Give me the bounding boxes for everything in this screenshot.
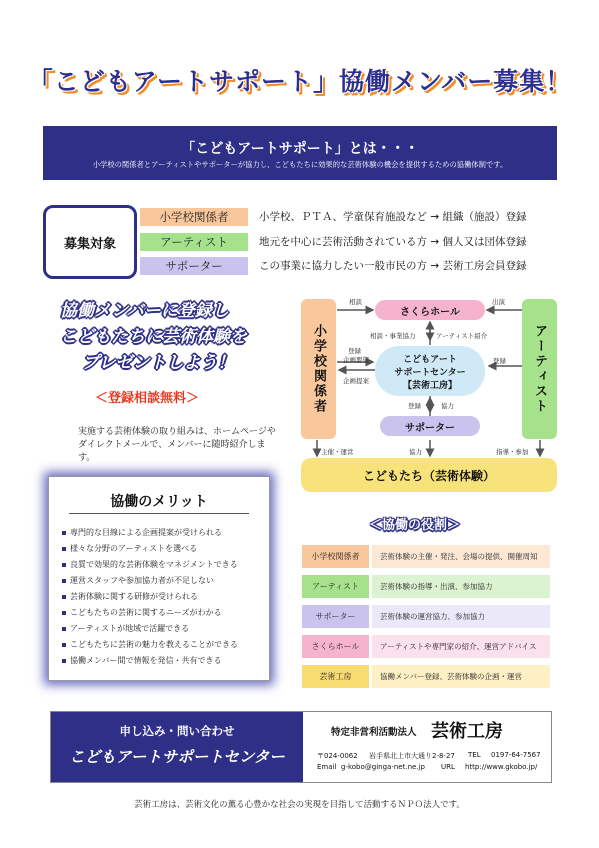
label-kyoryoku-2: 協力 bbox=[409, 448, 422, 456]
diagram-school: 小学校関係者 bbox=[301, 299, 336, 439]
label-touroku-3: 登録 bbox=[408, 402, 421, 410]
label-shuen: 出演 bbox=[492, 298, 505, 306]
role-desc: 芸術体験の指導・出演、参加協力 bbox=[372, 575, 550, 598]
center-line-1: こどもアート bbox=[403, 354, 457, 365]
bullet-icon bbox=[62, 611, 66, 615]
diagram-supporter: サポーター bbox=[380, 416, 480, 436]
recruit-desc-supporter: この事業に協力したい一般市民の方 → 芸術工房会員登録 bbox=[259, 260, 527, 272]
page-title: 「こどもアートサポート」協働メンバー募集！ bbox=[27, 67, 572, 96]
contact-box bbox=[50, 711, 552, 783]
role-name: 小学校関係者 bbox=[302, 545, 369, 568]
recruit-category-supporter: サポーター bbox=[140, 257, 248, 275]
bullet-icon bbox=[62, 563, 66, 567]
slogan-line-1: 協働メンバーに登録し bbox=[60, 301, 229, 321]
diagram-sakura-hall: さくらホール bbox=[375, 300, 485, 320]
recruit-category-artist: アーティスト bbox=[140, 233, 248, 251]
role-name: さくらホール bbox=[302, 635, 369, 658]
contact-banner bbox=[51, 712, 303, 782]
bullet-icon bbox=[62, 531, 66, 535]
free-consultation: ＜登録相談無料＞ bbox=[95, 391, 200, 406]
slogan-line-3: プレゼントしよう！ bbox=[82, 353, 235, 373]
merit-item: こどもたちに芸術の魅力を教えることができる bbox=[62, 639, 238, 650]
merit-item: 芸術体験に関する研修が受けられる bbox=[62, 591, 198, 602]
recruit-desc-school: 小学校、ＰＴＡ、学童保育施設など → 組織（施設）登録 bbox=[259, 211, 527, 223]
merit-item: 協働メンバー間で情報を発信・共有できる bbox=[62, 655, 221, 666]
org-name: 芸術工房 bbox=[431, 721, 503, 742]
merit-box bbox=[48, 476, 270, 681]
merit-item: アーティストが地域で活躍できる bbox=[62, 623, 189, 634]
label-touroku-1: 登録 bbox=[348, 347, 361, 355]
label-soudan: 相談 bbox=[349, 298, 362, 306]
contact-details bbox=[313, 712, 548, 782]
slogan-line-2: こどもたちに芸術体験を bbox=[60, 327, 247, 347]
recruit-label: 募集対象 bbox=[63, 236, 116, 252]
label-artist-intro: アーティスト紹介 bbox=[436, 332, 488, 340]
recruit-desc-artist: 地元を中心に芸術活動されている方 → 個人又は団体登録 bbox=[259, 236, 527, 248]
website-link[interactable]: http://www.gkobo.jp/ bbox=[465, 763, 538, 771]
role-desc: アーティストや専門家の紹介、運営アドバイス bbox=[372, 635, 550, 658]
role-desc: 協働メンバー登録、芸術体験の企画・運営 bbox=[372, 665, 550, 688]
tel-number: 0197-64-7567 bbox=[491, 751, 541, 759]
definition-heading: 「こどもアートサポート」とは・・・ bbox=[181, 141, 419, 157]
bullet-icon bbox=[62, 643, 66, 647]
merit-title: 協働のメリット bbox=[110, 494, 208, 510]
label-kikaku-yobo: 企画要望 bbox=[343, 356, 369, 364]
url-label: URL bbox=[441, 763, 455, 771]
label-touroku-2: 登録 bbox=[493, 357, 506, 365]
diagram-children: こどもたち（芸術体験） bbox=[301, 458, 557, 492]
label-kyoryoku-1: 協力 bbox=[441, 402, 454, 410]
recruit-label-box bbox=[43, 205, 137, 279]
org-type: 特定非営利活動法人 bbox=[331, 727, 417, 738]
merit-item: 様々な分野のアーティストを選べる bbox=[62, 543, 197, 554]
merit-item: 運営スタッフや参加協力者が不足しない bbox=[62, 575, 214, 586]
merit-item: 専門的な目線による企画提案が受けられる bbox=[62, 527, 222, 538]
label-soudan-jigyo: 相談・事業協力 bbox=[370, 332, 416, 340]
intro-text-line-2: ダイレクトメールで、メンバーに随時紹介します。 bbox=[78, 440, 266, 463]
center-line-3: 【芸術工房】 bbox=[402, 380, 457, 391]
bullet-icon bbox=[62, 579, 66, 583]
merit-item: こどもたちの芸術に関するニーズがわかる bbox=[62, 607, 222, 618]
role-desc: 芸術体験の主催・発注、会場の提供、開催周知 bbox=[372, 545, 550, 568]
bullet-icon bbox=[62, 595, 66, 599]
roles-heading: ＜協働の役割＞ bbox=[369, 518, 461, 533]
diagram-artist: アーティスト bbox=[522, 299, 557, 439]
address: 岩手県北上市大通り2-8-27 bbox=[369, 752, 455, 760]
role-name: アーティスト bbox=[302, 575, 369, 598]
role-desc: 芸術体験の運営協力、参加協力 bbox=[372, 605, 550, 628]
diagram-support-center bbox=[375, 346, 485, 396]
merit-divider bbox=[69, 513, 249, 514]
bullet-icon bbox=[62, 659, 66, 663]
role-name: 芸術工房 bbox=[302, 665, 369, 688]
label-shido: 指導・参加 bbox=[496, 448, 529, 456]
definition-text: 小学校の関係者とアーティストやサポーターが協力し、こどもたちに効果的な芸術体験の機会を提供するための協働体制です。 bbox=[92, 160, 508, 169]
footer-text: 芸術工房は、芸術文化の薫る心豊かな社会の実現を目指して活動するＮＰＯ法人です。 bbox=[134, 800, 465, 810]
email-label: Email bbox=[317, 763, 337, 771]
intro-text-line-1: 実施する芸術体験の取り組みは、ホームページや bbox=[78, 427, 276, 437]
postal-code: 〒024-0062 bbox=[317, 752, 358, 760]
bullet-icon bbox=[62, 547, 66, 551]
email-link[interactable]: g-kobo@ginga-net.ne.jp bbox=[341, 763, 425, 771]
label-shusai: 主催・運営 bbox=[321, 448, 354, 456]
tel-label: TEL bbox=[468, 751, 481, 759]
center-line-2: サポートセンター bbox=[394, 367, 466, 378]
label-kikaku-teian: 企画提案 bbox=[343, 377, 369, 385]
bullet-icon bbox=[62, 627, 66, 631]
contact-center-name: こどもアートサポートセンター bbox=[69, 748, 285, 766]
definition-band bbox=[43, 126, 557, 180]
role-name: サポーター bbox=[302, 605, 369, 628]
contact-label: 申し込み・問い合わせ bbox=[119, 724, 235, 738]
recruit-category-school: 小学校関係者 bbox=[140, 208, 248, 226]
merit-item: 良質で効果的な芸術体験をマネジメントできる bbox=[62, 559, 238, 570]
